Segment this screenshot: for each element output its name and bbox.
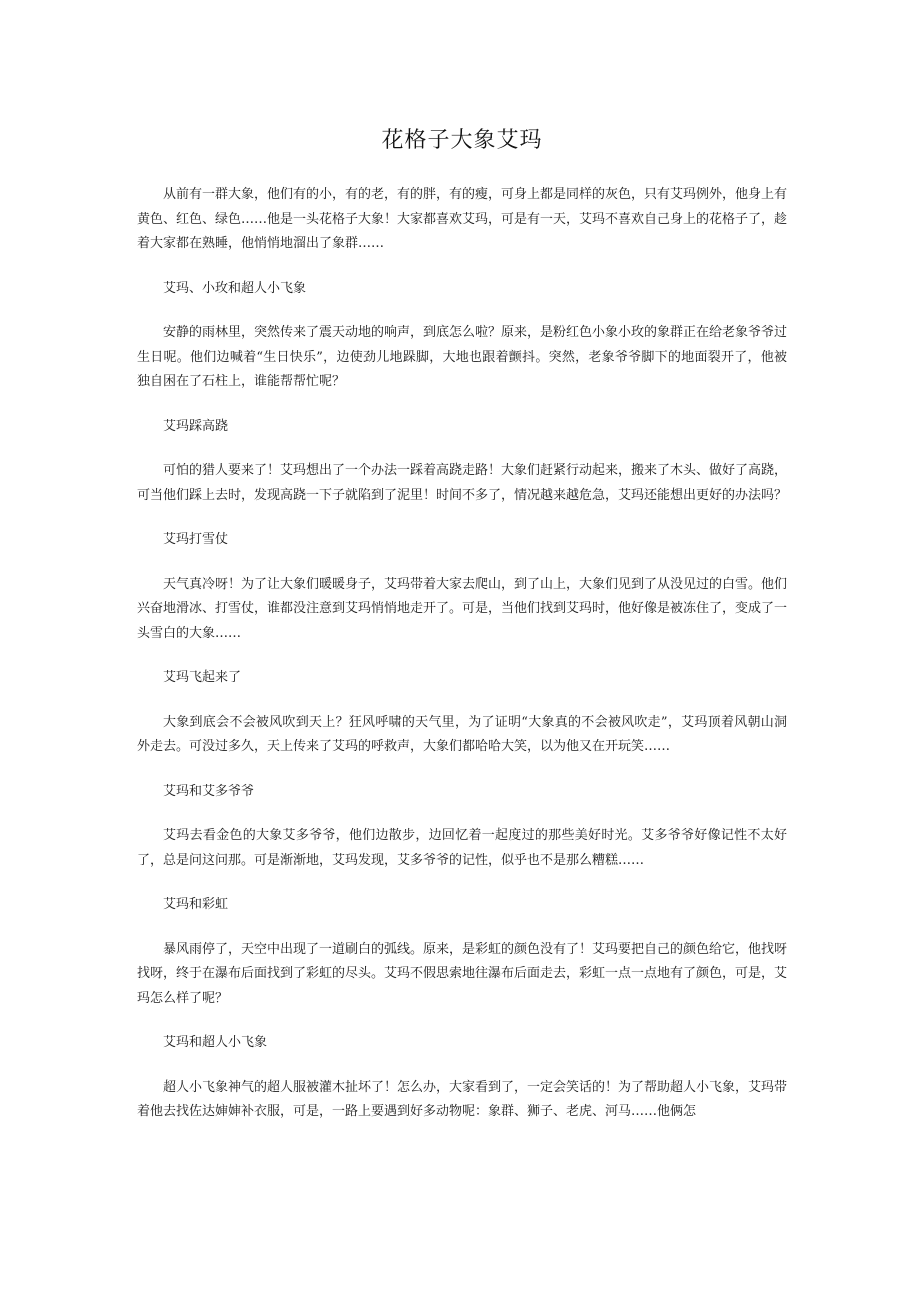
section-paragraph: 艾玛去看金色的大象艾多爷爷，他们边散步，边回忆着一起度过的那些美好时光。艾多爷爷好像记性不太好了，总是问这问那。可是渐渐地，艾玛发现，艾多爷爷的记性，似乎也不是那么糟糕…… bbox=[137, 828, 787, 868]
section-heading: 艾玛飞起来了 bbox=[163, 670, 242, 685]
document-title: 花格子大象艾玛 bbox=[381, 128, 543, 153]
document-body bbox=[137, 183, 787, 1125]
section-paragraph: 天气真冷呀！为了让大象们暖暖身子，艾玛带着大家去爬山，到了山上，大象们见到了从没见过的白雪。他们兴奋地滑冰、打雪仗，谁都没注意到艾玛悄悄地走开了。可是，当他们找到艾玛时，他好像是被冻住了，变成了一头雪白的大象…… bbox=[137, 576, 788, 641]
section-heading: 艾玛和超人小飞象 bbox=[163, 1035, 268, 1050]
section-paragraph: 安静的雨林里，突然传来了震天动地的响声，到底怎么啦？原来，是粉红色小象小玫的象群正在给老象爷爷过生日呢。他们边喊着“生日快乐”，边使劲儿地跺脚，大地也跟着颤抖。突然，老象爷爷脚下的地面裂开了，他被独自困在了石柱上，谁能帮帮忙呢？ bbox=[137, 325, 788, 389]
section-heading: 艾玛和艾多爷爷 bbox=[163, 783, 255, 799]
section-paragraph: 可怕的猎人要来了！艾玛想出了一个办法一踩着高跷走路！大象们赶紧行动起来，搬来了木头、做好了高跷，可当他们踩上去时，发现高跷一下子就陷到了泥里！时间不多了，情况越来越危急，艾玛还能想出更好的办法吗？ bbox=[137, 463, 788, 503]
section-heading: 艾玛、小玫和超人小飞象 bbox=[163, 280, 307, 296]
section-heading: 艾玛踩高跷 bbox=[163, 418, 229, 434]
section-heading: 艾玛和彩虹 bbox=[163, 897, 229, 912]
section-paragraph: 暴风雨停了，天空中出现了一道刷白的弧线。原来，是彩虹的颜色没有了！艾玛要把自己的颜色给它，他找呀找呀，终于在瀑布后面找到了彩虹的尽头。艾玛不假思索地往瀑布后面走去，彩虹一点一点地有了颜色，可是，艾玛怎么样了呢？ bbox=[137, 941, 788, 1006]
document-page bbox=[137, 0, 787, 1145]
section-heading: 艾玛打雪仗 bbox=[163, 532, 229, 547]
section-paragraph: 大象到底会不会被风吹到天上？狂风呼啸的天气里，为了证明“大象真的不会被风吹走”，艾玛顶着风朝山洞外走去。可没过多久，天上传来了艾玛的呼救声，大象们都哈哈大笑，以为他又在开玩笑…… bbox=[137, 714, 787, 754]
section-paragraph: 超人小飞象神气的超人服被灌木扯坏了！怎么办，大家看到了，一定会笑话的！为了帮助超人小飞象，艾玛带着他去找佐达婶婶补衣服，可是，一路上要遇到好多动物呢：象群、狮子、老虎、河马……他俩怎 bbox=[137, 1079, 788, 1119]
intro-paragraph: 从前有一群大象，他们有的小，有的老，有的胖，有的瘦，可身上都是同样的灰色，只有艾玛例外，他身上有黄色、红色、绿色……他是一头花格子大象！大家都喜欢艾玛，可是有一天，艾玛不喜欢自己身上的花格子了，趁着大家都在熟睡，他悄悄地溜出了象群…… bbox=[137, 187, 788, 251]
